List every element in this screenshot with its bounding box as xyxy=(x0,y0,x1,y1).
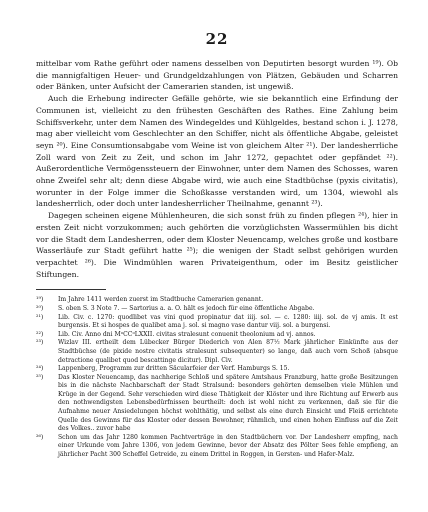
footnote-text: Lib. Civ. Anno dni MᵒCCᵒLXXII. civitas stralesunt conuenit theolonium ad vj. annos. xyxy=(58,330,316,338)
footnote-text: Wizlav III. ertheilt dem Lübecker Bürger Diederich von Alen 87½ Mark jährlicher Einkünfte aus der Stadtbüchse (de pixide nostre civitatis stralesunt subsequenter) so lange, daß auch vorn Schoß (absque detractione qualibet quod bescattinge dicitur). Dipl. Civ. xyxy=(58,339,398,364)
footnote-mark: ²²) xyxy=(36,330,44,338)
paragraph: Dagegen scheinen eigene Mühlenheuren, die sich sonst früh zu finden pflegen ²⁴), hier in ersten Zeit nicht vorzukommen; auch gehörten die vorzüglichsten Wassermühlen bis dicht vor die Stadt dem Landesherren, oder dem Kloster Neuencamp, welches große und kostbare Wasserläufe zur Stadt geführt hatte ²⁵); die wenigen der Stadt selbst gehörigen wurden verpachtet ²⁶). Die Windmühlen waren Privateigenthum, oder im Besitz geistlicher Stiftungen. xyxy=(36,211,398,279)
footnote-mark: ¹⁹) xyxy=(36,296,44,304)
footnote-mark: ²⁵) xyxy=(36,373,44,381)
footnote-divider xyxy=(36,289,106,290)
paragraph: Auch die Erhebung indirecter Gefälle gehörte, wie sie bekanntlich eine Erfindung der Communen ist, vielleicht zu den frühesten Geschäften des Rathes. Eine Zahlung beim Schiffsverkehr, unter dem Namen des Windegeldes und Kühlgeldes, bestand schon i. J. 1278, mag aber vielleicht vom Geschlechter an den Schiffer, nicht als öffentliche Abgabe, geleistet seyn ²⁰). Eine Consumtionsabgabe vom Weine ist von gleichem Alter ²¹). Der landesherrliche Zoll ward von Zeit zu Zeit, und schon im Jahr 1272, gepachtet oder gepfändet ²²). Außerordentliche Vermögenssteuern der Einwohner, unter dem Namen des Schosses, waren ohne Zweifel sehr alt; denn diese Abgabe wird, wie auch eine Stadtbüchse (pyxis civitatis), worunter in der Folge immer die Schoßkasse verstanden wird, um 1304, wiewohl als landesherrlich, oder doch unter landesherrlicher Theilnahme, genannt ²³). xyxy=(36,94,398,209)
footnote xyxy=(36,374,398,434)
page-number: 22 xyxy=(205,30,229,48)
footnote-mark: ²⁴) xyxy=(36,365,44,373)
footnote-text: Schon um das Jahr 1280 kommen Pachtverträge in den Stadtbüchern vor. Der Landesherr empfing, nach einer Urkunde vom Jahre 1306, von jedem Gewinne, bevor der Absatz des Pölter Sees fehle empfieng, an jährlicher Pacht 300 Scheffel Getreide, zu einem Drittel in Roggen, in Gersten- und Hafer-Malz. xyxy=(58,433,398,459)
footnote xyxy=(36,331,398,340)
footnote-text: Das Kloster Neuencamp, das nachherige Schloß und spätere Amtshaus Franzburg, hatte große Besitzungen bis in die nächste Nachbarschaft der Stadt Stralsund: besonders gehörten demselben viele Mühlen und Krüge in der Gegend. Sehr verschieden wird diese Thätigkeit der Klöster und ihre Richtung auf Erwerb aus den nothwendigsten Lebensbedürfnissen beurtheilt: doch ist wohl nicht zu verkennen, daß sie für die Aufnahme neuer Ansiedelungen höchst wohlthätig, und selbst als eine durch Einsicht und Fleiß errichtete Quelle des Gewinns für das Kloster oder dessen Bewohner, rühmlich, und einen hohen Einfluss auf die Zeit des Volkes.. zuvor habe xyxy=(58,373,398,433)
footnote xyxy=(36,365,398,374)
footnotes xyxy=(36,296,398,459)
footnote xyxy=(36,314,398,331)
footnote-mark: ²³) xyxy=(36,339,44,347)
footnote xyxy=(36,305,398,314)
footnote-mark: ²⁶) xyxy=(36,433,44,441)
body-text xyxy=(36,58,398,280)
footnote xyxy=(36,296,398,305)
footnote xyxy=(36,434,398,460)
footnote-text: Im Jahre 1411 werden zuerst im Stadtbuche Camerarien genannt. xyxy=(58,296,264,304)
footnote-text: S. oben S. 3 Note 7. — Sartorius a. a. O. hält es jedoch für eine öffentliche Abgabe. xyxy=(58,304,315,312)
footnote-text: Lappenberg, Programm zur dritten Säcularfeier der Verf. Hamburgs S. 15. xyxy=(58,365,290,373)
paragraph: mittelbar vom Rathe geführt oder namens desselben von Deputirten besorgt wurden ¹⁹). Ob die mannigfaltigen Heuer- und Grundgeldzahlungen von Plätzen, Gebäuden und Scharren oder Bänken, unter Aufsicht der Camerarien standen, ist ungewiß. xyxy=(36,59,398,92)
footnote xyxy=(36,339,398,365)
footnote-text: Lib. Civ. c. 1270: quodlibet vas vini quod propinatur dat iiij. sol. — c. 1280: iiij. sol. de vj amis. It est burgensis. Et si hospes de qualibet ama j. sol. si magno vase dantur viij. sol. a burgensi. xyxy=(58,313,398,330)
footnote-mark: ²⁰) xyxy=(36,304,44,312)
footnote-mark: ²¹) xyxy=(36,313,44,321)
